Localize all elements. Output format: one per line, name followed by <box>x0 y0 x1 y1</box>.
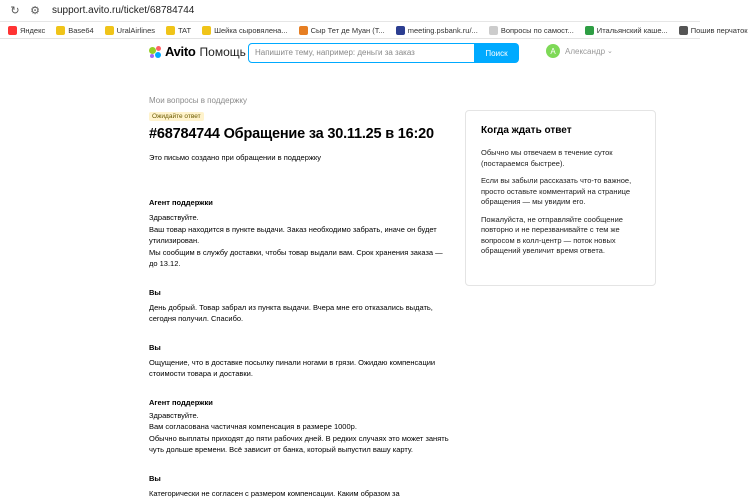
message-author: Вы <box>149 343 449 352</box>
message-author: Вы <box>149 288 449 297</box>
bookmark-item[interactable]: Base64 <box>56 26 93 35</box>
page-title: #68784744 Обращение за 30.11.25 в 16:20 <box>149 126 449 142</box>
chevron-down-icon: ⌄ <box>607 47 613 55</box>
breadcrumb[interactable]: Мои вопросы в поддержку <box>149 96 449 105</box>
bookmark-icon <box>679 26 688 35</box>
browser-address-bar <box>0 0 700 22</box>
folder-icon <box>105 26 114 35</box>
bookmark-icon <box>299 26 308 35</box>
ticket-intro: Это письмо создано при обращении в поддержку <box>149 153 449 162</box>
logo-help-label: Помощь <box>200 45 246 59</box>
message <box>149 288 449 325</box>
bookmark-icon <box>585 26 594 35</box>
avito-logo[interactable] <box>149 44 246 59</box>
message-body: Здравствуйте. Вам согласована частичная компенсация в размере 1000р. Обычно выплаты приходят до пяти рабочих дней. В редких случаях это может занять чуть дольше времени. Всё зависит от банка, который выпустил вашу карту. <box>149 410 449 456</box>
message-body: Категорически не согласен с размером компенсации. Каким образом за <box>149 488 449 499</box>
message <box>149 343 449 380</box>
message-body: Ощущение, что в доставке посылку пинали ногами в грязи. Ожидаю компенсации стоимости товара и доставки. <box>149 357 449 380</box>
ticket-content <box>149 96 449 499</box>
message-author: Агент поддержки <box>149 398 449 407</box>
folder-icon <box>166 26 175 35</box>
avatar: А <box>546 44 560 58</box>
bookmarks-bar <box>0 22 700 39</box>
card-title: Когда ждать ответ <box>481 125 640 136</box>
reload-icon[interactable]: ↻ <box>8 4 22 18</box>
card-paragraph: Если вы забыли рассказать что-то важное, просто оставьте комментарий на странице обращения — мы увидим его. <box>481 176 640 208</box>
bookmark-icon <box>8 26 17 35</box>
logo-text: Avito <box>165 44 196 59</box>
card-paragraph: Пожалуйста, не отправляйте сообщение повторно и не перезванивайте с тем же вопросом в колл-центр — поток новых обращений увеличит время ответа. <box>481 215 640 257</box>
bookmark-item[interactable]: Вопросы по самост... <box>489 26 574 35</box>
message-author: Агент поддержки <box>149 198 449 207</box>
bookmark-icon <box>489 26 498 35</box>
bookmark-item[interactable]: Итальянский каше... <box>585 26 668 35</box>
bookmark-item[interactable]: Пошив перчаток <box>679 26 748 35</box>
bookmark-item[interactable]: Шейка сыровялена... <box>202 26 288 35</box>
user-name: Александр <box>565 47 605 56</box>
user-menu[interactable] <box>546 44 613 58</box>
message <box>149 198 449 270</box>
url-field[interactable]: support.avito.ru/ticket/68784744 <box>52 5 194 16</box>
message-body: День добрый. Товар забрал из пункта выдачи. Вчера мне его отказались выдать, сегодня получил. Спасибо. <box>149 302 449 325</box>
site-header <box>0 39 700 69</box>
avito-logo-icon <box>149 46 163 58</box>
bookmark-item[interactable]: meeting.psbank.ru/... <box>396 26 478 35</box>
folder-icon <box>202 26 211 35</box>
folder-icon <box>56 26 65 35</box>
message <box>149 474 449 499</box>
bookmark-item[interactable]: UralAirlines <box>105 26 155 35</box>
bookmark-item[interactable]: Яндекс <box>8 26 45 35</box>
card-paragraph: Обычно мы отвечаем в течение суток (постараемся быстрее). <box>481 148 640 169</box>
message <box>149 398 449 456</box>
status-badge: Ожидайте ответ <box>149 112 204 121</box>
search-input[interactable]: Напишите тему, например: деньги за заказ <box>248 43 475 63</box>
bookmark-item[interactable]: Сыр Тет де Муан (Т... <box>299 26 385 35</box>
bookmark-item[interactable]: TAT <box>166 26 191 35</box>
message-body: Здравствуйте. Ваш товар находится в пункте выдачи. Заказ необходимо забрать, иначе он будет утилизирован. Мы сообщим в службу доставки, чтобы товар выдали вам. Срок хранения заказа — до 13.12. <box>149 212 449 270</box>
response-time-card <box>465 110 656 286</box>
search-button[interactable]: Поиск <box>474 43 519 63</box>
bookmark-icon <box>396 26 405 35</box>
message-author: Вы <box>149 474 449 483</box>
site-settings-icon[interactable]: ⚙ <box>28 4 42 18</box>
